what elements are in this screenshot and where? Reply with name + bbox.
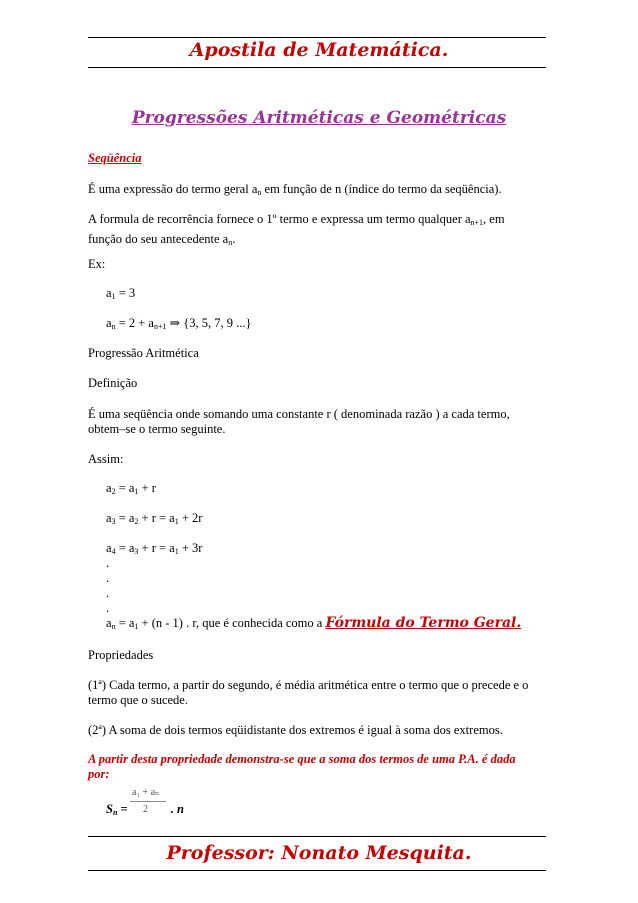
- sum-intro-line-2: por:: [88, 767, 110, 781]
- ellipsis-dot: .: [106, 571, 110, 585]
- ellipsis-dot: .: [106, 586, 110, 600]
- ellipsis-dot: .: [106, 601, 110, 615]
- definition-line-2: obtem–se o termo seguinte.: [88, 422, 226, 436]
- header-title: Apostila de Matemática.: [189, 39, 449, 61]
- sum-formula: $S_n$ = . n: [106, 802, 184, 817]
- page-title: Progressões Aritméticas e Geométricas: [131, 108, 507, 128]
- property-2: (2ª) A soma de dois termos eqüidistante dos extremos é igual à soma dos extremos.: [88, 723, 503, 737]
- formula-termo-geral: Fórmula do Termo Geral.: [325, 615, 522, 631]
- header-rule-top: [88, 37, 546, 38]
- footer-rule-bottom: [88, 870, 546, 871]
- property-1-line-1: (1ª) Cada termo, a partir do segundo, é média aritmética entre o termo que o precede e o: [88, 678, 529, 692]
- heading-properties: Propriedades: [88, 648, 154, 662]
- heading-pa: Progressão Aritmética: [88, 346, 199, 360]
- sum-formula-numerator: a₁ + aₙ: [132, 787, 160, 798]
- footer-rule-top: [88, 836, 546, 837]
- equation-a3: $a_3 = a_2 + r = a_1 + 2r$: [106, 511, 203, 526]
- example-label: Ex:: [88, 257, 106, 271]
- property-1-line-2: termo que o sucede.: [88, 693, 188, 707]
- definition-line-1: É uma seqüência onde somando uma constante r ( denominada razão ) a cada termo,: [88, 407, 510, 421]
- equation-a4: $a_4 = a_3 + r = a_1 + 3r$: [106, 541, 203, 556]
- sum-intro-line-1: A partir desta propriedade demonstra-se que a soma dos termos de uma P.A. é dada: [88, 752, 516, 766]
- example-eq-2: $a_n = 2 + a_{n+1}$ ⇒ {3, 5, 7, 9 ...}: [106, 316, 252, 331]
- equation-a2: $a_2 = a_1 + r$: [106, 481, 156, 496]
- ellipsis-dot: .: [106, 556, 110, 570]
- paragraph-recurrence: A formula de recorrência fornece o 1º termo e expressa um termo qualquer $a_{n+1}$, em função do seu antecedente $a_n$.: [88, 212, 505, 247]
- footer-text: Professor: Nonato Mesquita.: [166, 842, 472, 864]
- paragraph-def-sequence: É uma expressão do termo geral $a_n$ em função de n (índice do termo da seqüência).: [88, 182, 502, 197]
- heading-definition: Definição: [88, 376, 138, 390]
- sum-formula-denominator: 2: [143, 804, 148, 815]
- assim-label: Assim:: [88, 452, 124, 466]
- equation-an: $a_n = a_1 + (n - 1)$ . r, que é conhecida como a Fórmula do Termo Geral.: [106, 615, 522, 631]
- example-eq-1: $a_1 = 3$: [106, 286, 136, 301]
- header-rule-bottom: [88, 67, 546, 68]
- section-heading-sequence: Seqüência: [88, 151, 142, 165]
